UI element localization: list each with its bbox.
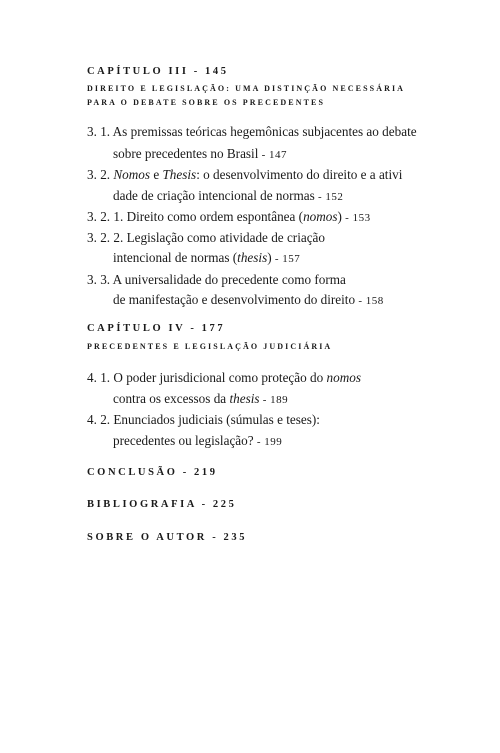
toc-entry-3-2-2-line-1: 3. 2. 2. Legislação como atividade de criação [87, 230, 326, 245]
bibliography-heading: BIBLIOGRAFIA - 225 [87, 499, 237, 510]
toc-entry-3-3-line-2: de manifestação e desenvolvimento do direito - 158 [113, 292, 384, 307]
toc-entry-3-2-2-line-2: intencional de normas (thesis) - 157 [113, 250, 301, 265]
toc-entry-4-1-line-1: 4. 1. O poder jurisdicional como proteção do nomos [87, 370, 361, 385]
toc-entry-3-2-line-2: dade de criação intencional de normas - 152 [113, 188, 344, 203]
chapter-3-subtitle-line-2: PARA O DEBATE SOBRE OS PRECEDENTES [87, 98, 326, 107]
conclusion-heading: CONCLUSÃO - 219 [87, 467, 218, 478]
toc-entry-3-2-1: 3. 2. 1. Direito como ordem espontânea (nomos) - 153 [87, 209, 371, 224]
page-number: - 158 [355, 295, 384, 307]
toc-entry-4-1-line-2: contra os excessos da thesis - 189 [113, 391, 289, 406]
chapter-3-subtitle-line-1: DIREITO E LEGISLAÇÃO: UMA DISTINÇÃO NECESSÁRIA [87, 84, 406, 93]
page-number: - 153 [341, 212, 371, 224]
chapter-4-subtitle: PRECEDENTES E LEGISLAÇÃO JUDICIÁRIA [87, 342, 333, 351]
page-number: - 147 [258, 149, 288, 161]
about-author-heading: SOBRE O AUTOR - 235 [87, 532, 248, 543]
toc-entry-3-3-line-1: 3. 3. A universalidade do precedente como forma [87, 272, 346, 287]
page-number: - 152 [314, 191, 344, 203]
page-number: - 189 [259, 394, 289, 406]
toc-entry-3-2-line-1: 3. 2. Nomos e Thesis: o desenvolvimento do direito e a ativi [87, 167, 403, 182]
chapter-4-heading: CAPÍTULO IV - 177 [87, 323, 226, 334]
page-number: - 157 [271, 253, 301, 265]
page-number: - 199 [253, 436, 283, 448]
chapter-3-heading: CAPÍTULO III - 145 [87, 66, 229, 77]
toc-entry-4-2-line-2: precedentes ou legislação? - 199 [113, 433, 283, 448]
toc-entry-4-2-line-1: 4. 2. Enunciados judiciais (súmulas e teses): [87, 412, 320, 427]
toc-entry-3-1-line-2: sobre precedentes no Brasil - 147 [113, 146, 288, 161]
toc-entry-3-1-line-1: 3. 1. As premissas teóricas hegemônicas subjacentes ao debate [87, 124, 417, 139]
